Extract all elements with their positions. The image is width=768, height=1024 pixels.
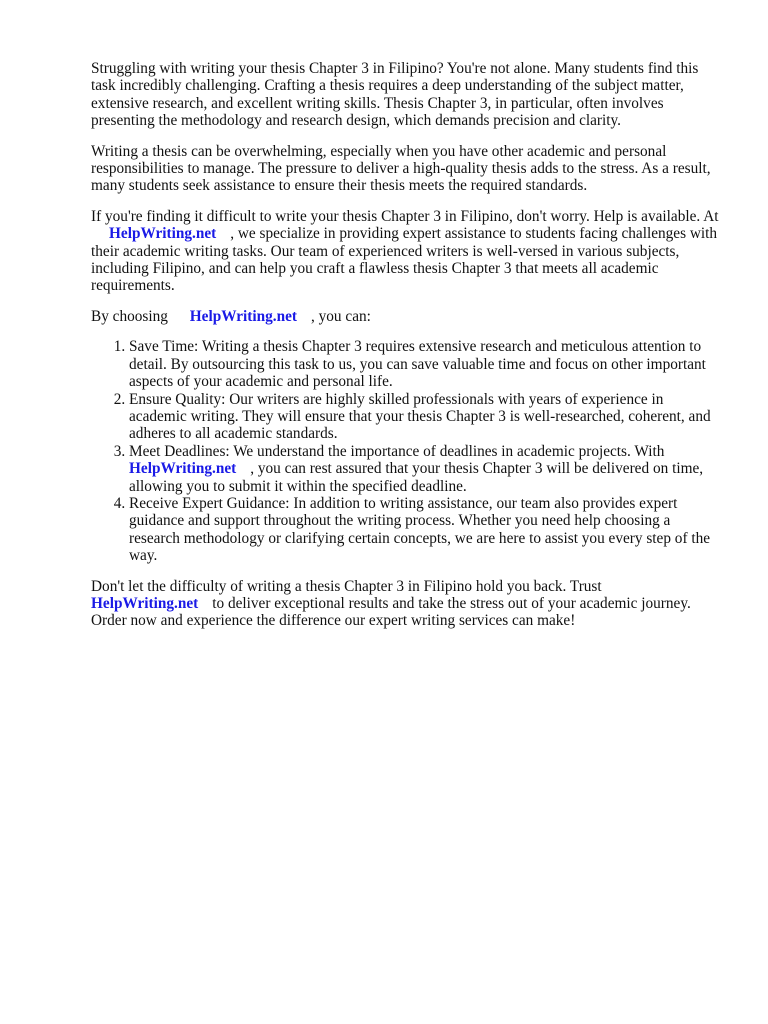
list-item-text-after: , you can rest assured that your thesis Chapter 3 will be delivered on time, allowing you to submit it within the specified deadline. [129,460,704,495]
list-item: 4. Receive Expert Guidance: In addition to writing assistance, our team also provides expert guidance and support throughout the writing process. Whether you need help choosing a research methodology or clarifying certain concepts, we are here to assist you every step of the way. [129,495,723,565]
help-paragraph-text-after: , we specialize in providing expert assistance to students facing challenges with their academic writing tasks. Our team of experienced writers is well-versed in various subjects, including Filipino, and can help you craft a flawless thesis Chapter 3 that meets all academic requirements. [91,225,718,295]
helpwriting-link[interactable]: HelpWriting.net [109,225,217,243]
intro-paragraph: Struggling with writing your thesis Chapter 3 in Filipino? You're not alone. Many students find this task incredibly challenging. Crafting a thesis requires a deep understanding of the subject matter, extensive research, and excellent writing skills. Thesis Chapter 3, in particular, often involves presenting the methodology and research design, which demands precision and clarity. [91,60,699,130]
helpwriting-link[interactable]: HelpWriting.net [91,594,199,612]
choosing-text-before: By choosing [91,307,168,325]
help-paragraph-text-before: If you're finding it difficult to write your thesis Chapter 3 in Filipino, don't worry. Help is available. At [91,207,719,225]
helpwriting-link[interactable]: HelpWriting.net [189,307,297,325]
list-item: 1. Save Time: Writing a thesis Chapter 3 requires extensive research and meticulous attention to detail. By outsourcing this task to us, you can save valuable time and focus on other important aspects of your academic and personal life. [129,338,723,390]
helpwriting-link[interactable]: HelpWriting.net [129,460,237,478]
list-item [129,443,723,495]
benefits-list [91,338,723,564]
document-body [91,60,723,643]
choosing-text-after: , you can: [310,307,371,325]
closing-paragraph [91,578,723,630]
list-item-text-before: Meet Deadlines: We understand the importance of deadlines in academic projects. With [129,442,665,460]
list-item: 2. Ensure Quality: Our writers are highly skilled professionals with years of experience in academic writing. They will ensure that your thesis Chapter 3 is well-researched, coherent, and adheres to all academic standards. [129,391,723,443]
closing-text-before: Don't let the difficulty of writing a thesis Chapter 3 in Filipino hold you back. Trust [91,577,602,595]
closing-text-after: to deliver exceptional results and take the stress out of your academic journey. Order now and experience the difference our expert writing services can make! [91,594,691,630]
choosing-paragraph [91,308,723,325]
pressure-paragraph: Writing a thesis can be overwhelming, especially when you have other academic and personal responsibilities to manage. The pressure to deliver a high-quality thesis adds to the stress. As a result, many students seek assistance to ensure their thesis meets the required standards. [91,142,711,195]
help-paragraph [91,208,723,295]
